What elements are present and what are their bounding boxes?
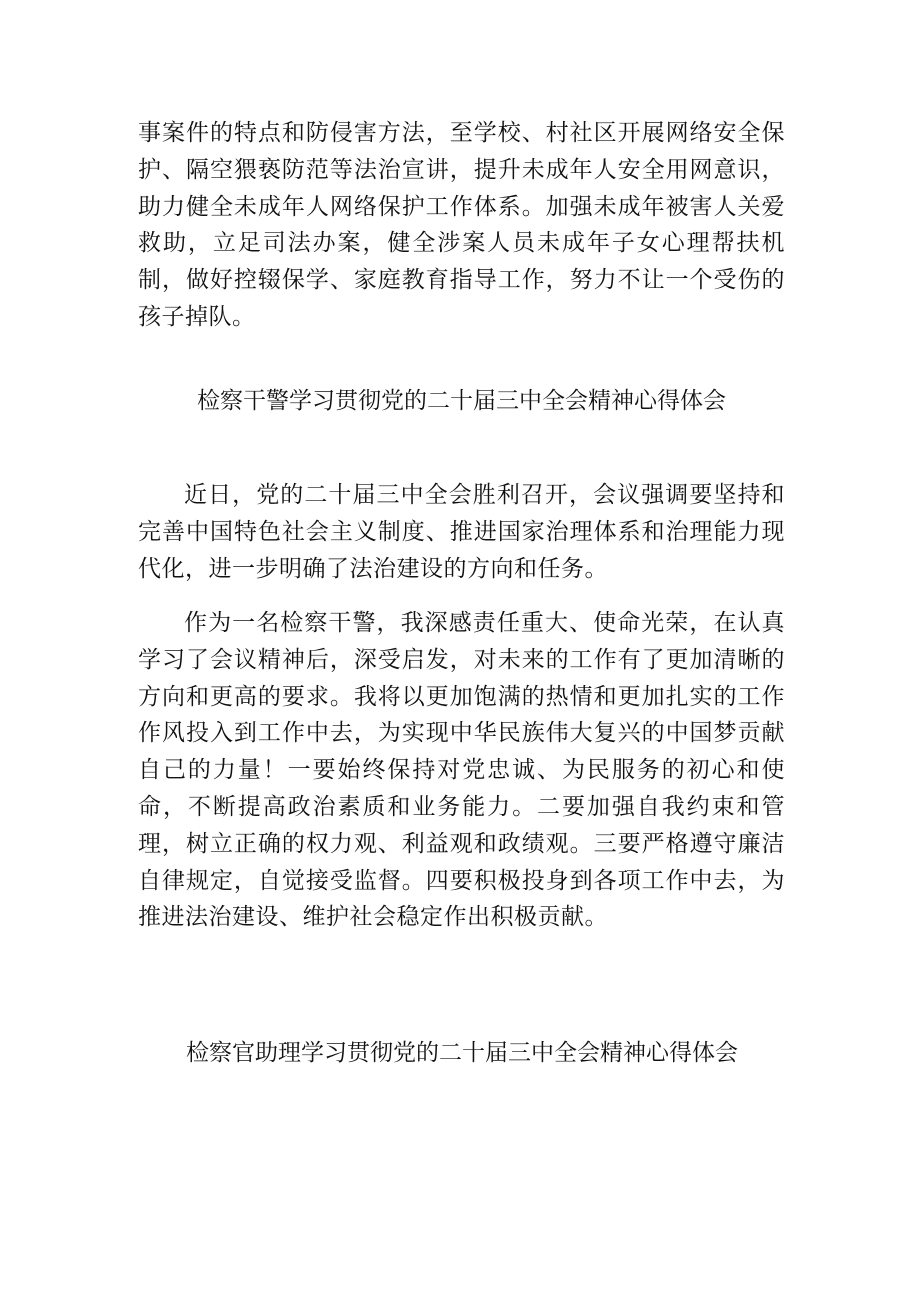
body-paragraph: 作为一名检察干警，我深感责任重大、使命光荣，在认真学习了会议精神后，深受启发，对未来的工作有了更加清晰的方向和更高的要求。我将以更加饱满的热情和更加扎实的工作作风投入到工作中去，为实现中华民族伟大复兴的中国梦贡献自己的力量！一要始终保持对党忠诚、为民服务的初心和使命，不断提高政治素质和业务能力。二要加强自我约束和管理，树立正确的权力观、利益观和政绩观。三要严格遵守廉洁自律规定，自觉接受监督。四要积极投身到各项工作中去，为推进法治建设、维护社会稳定作出积极贡献。 — [138, 610, 785, 931]
section-title: 检察干警学习贯彻党的二十届三中全会精神心得体会 — [197, 388, 726, 414]
continuation-paragraph: 事案件的特点和防侵害方法，至学校、村社区开展网络安全保护、隔空猥亵防范等法治宣讲，提升未成年人安全用网意识，助力健全未成年人网络保护工作体系。加强未成年被害人关爱救助，立足司法办案，健全涉案人员未成年子女心理帮扶机制，做好控辍保学、家庭教育指导工作，努力不让一个受伤的孩子掉队。 — [138, 120, 785, 330]
body-paragraph: 近日，党的二十届三中全会胜利召开，会议强调要坚持和完善中国特色社会主义制度、推进国家治理体系和治理能力现代化，进一步明确了法治建设的方向和任务。 — [138, 482, 785, 582]
section-title: 检察官助理学习贯彻党的二十届三中全会精神心得体会 — [186, 1040, 738, 1066]
